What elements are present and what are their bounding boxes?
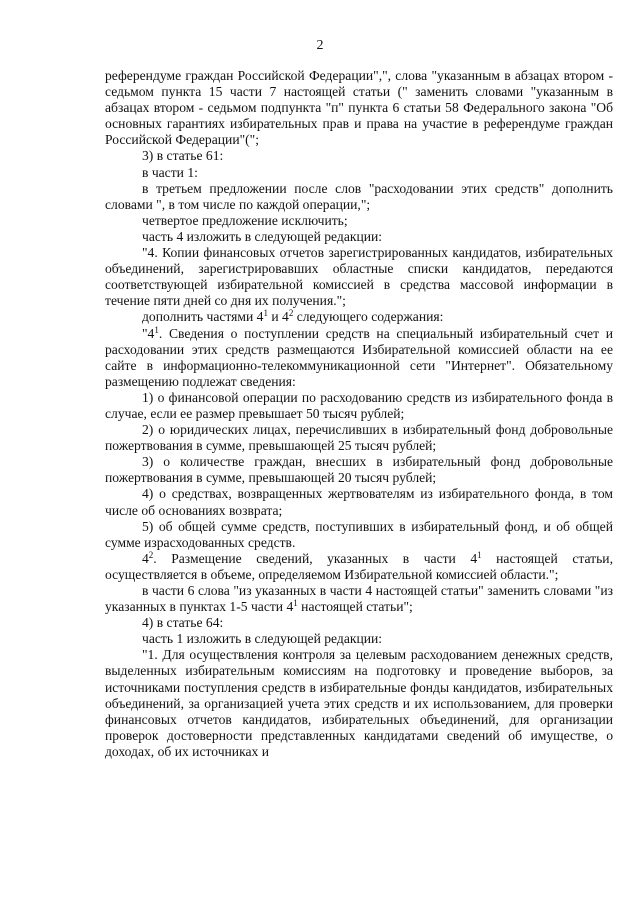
paragraph-16-part-b: настоящей статьи"; xyxy=(297,599,413,615)
paragraph-15-part-b: . Размещение сведений, указанных в части 4 xyxy=(153,550,478,566)
paragraph-8-part-c: следующего содержания: xyxy=(293,309,444,325)
paragraph-9 xyxy=(105,326,613,390)
paragraph-3: в части 1: xyxy=(142,164,198,180)
paragraph-8 xyxy=(105,309,613,325)
paragraph-9-part-b: . Сведения о поступлении средств на специальный избирательный счет и расходовании этих средств размещаются Избирательной комиссией области на ее сайте в информационно-телекоммуникационной сети "Интернет". Обязательному размещению подлежат сведения: xyxy=(105,325,613,389)
paragraph-7: "4. Копии финансовых отчетов зарегистрированных кандидатов, избирательных объединений, зарегистрировавших областные списки кандидатов, передаются соответствующей избирательной комиссией в средства массовой информации в течение пяти дней со дня их получения."; xyxy=(105,245,613,309)
paragraph-1: референдуме граждан Российской Федерации",", слова "указанным в абзацах втором - седьмом пункта 15 части 7 настоящей статьи (" заменить словами "указанным в абзацах втором - седьмом подпункта "п" пункта 6 статьи 58 Федерального закона "Об основных гарантиях избирательных прав и права на участие в референдуме граждан Российской Федерации"("; xyxy=(105,68,613,148)
paragraph-6: часть 4 изложить в следующей редакции: xyxy=(142,228,383,244)
paragraph-5: четвертое предложение исключить; xyxy=(142,212,348,228)
paragraph-19: "1. Для осуществления контроля за целевым расходованием денежных средств, выделенных избирательным комиссиям на подготовку и проведение выборов, за источниками поступления средств в избирательные фонды кандидатов, избирательных объединений, за организацией учета этих средств и их использованием, для проверки финансовых отчетов кандидатов, избирательных объединений, для организации проверок достоверности представленных кандидатами сведений об имуществе, о доходах, об их источниках и xyxy=(105,647,613,759)
superscript: 2 xyxy=(148,549,154,560)
superscript: 2 xyxy=(288,308,294,319)
page-number: 2 xyxy=(316,38,324,53)
paragraph-14: 5) об общей сумме средств, поступивших в избирательный фонд, и об общей сумме израсходованных средств. xyxy=(105,518,613,550)
paragraph-11: 2) о юридических лицах, перечисливших в избирательный фонд добровольные пожертвования в сумме, превышающей 25 тысяч рублей; xyxy=(105,422,613,454)
paragraph-12: 3) о количестве граждан, внесших в избирательный фонд добровольные пожертвования в сумме, превышающей 20 тысяч рублей; xyxy=(105,454,613,486)
superscript: 1 xyxy=(293,598,298,609)
paragraph-15-part-c: настоящей статьи, осуществляется в объеме, определяемом Избирательной комиссией области."; xyxy=(105,550,613,582)
paragraph-16-part-a: в части 6 слова "из указанных в части 4 настоящей статьи" заменить словами "из указанных в пунктах 1-5 части 4 xyxy=(105,583,613,615)
paragraph-10: 1) о финансовой операции по расходованию средств из избирательного фонда в случае, если ее размер превышает 50 тысяч рублей; xyxy=(105,389,613,421)
paragraph-8-part-b: и 4 xyxy=(267,309,289,325)
paragraph-18: часть 1 изложить в следующей редакции: xyxy=(142,631,383,647)
paragraph-15 xyxy=(105,551,613,583)
paragraph-17: 4) в статье 64: xyxy=(142,615,224,631)
paragraph-9-part-a: "4 xyxy=(142,325,155,341)
paragraph-8-part-a: дополнить частями 4 xyxy=(142,309,264,325)
paragraph-16 xyxy=(105,583,613,615)
superscript: 1 xyxy=(263,308,268,319)
superscript: 1 xyxy=(154,324,159,335)
paragraph-4: в третьем предложении после слов "расходовании этих средств" дополнить словами ", в том числе по каждой операции,"; xyxy=(105,180,613,212)
document-body xyxy=(105,68,613,760)
paragraph-15-part-a: 4 xyxy=(142,550,149,566)
paragraph-13: 4) о средствах, возвращенных жертвователям из избирательного фонда, в том числе об основаниях возврата; xyxy=(105,486,613,518)
paragraph-2: 3) в статье 61: xyxy=(142,148,224,164)
superscript: 1 xyxy=(477,549,482,560)
